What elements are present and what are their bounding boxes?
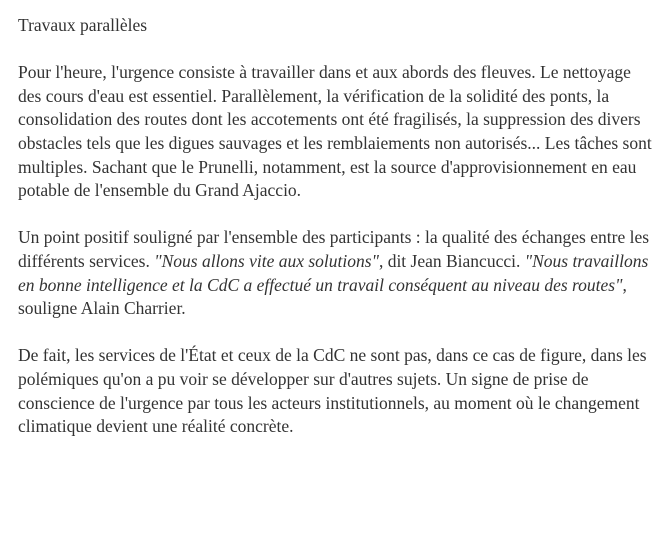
section-heading: Travaux parallèles	[18, 15, 148, 35]
paragraph-urgence: Pour l'heure, l'urgence consiste à travailler dans et aux abords des fleuves. Le nettoyage des cours d'eau est essentiel. Parallèlement, la vérification de la solidité des ponts, la consolidation des routes dont les accotements ont été fragilisés, la suppression des divers obstacles tels que les digues sauvages et les remblaiements non autorisés... Les tâches sont multiples. Sachant que le Prunelli, notamment, est la source d'approvisionnement en eau potable de l'ensemble du Grand Ajaccio.	[18, 62, 652, 201]
paragraph-text: , dit Jean Biancucci.	[378, 250, 525, 271]
paragraph-text: , souligne Alain Charrier.	[18, 274, 627, 319]
paragraph-de-fait: De fait, les services de l'État et ceux de la CdC ne sont pas, dans ce cas de figure, dans les polémiques qu'on a pu voir se développer sur d'autres sujets. Un signe de prise de conscience de l'urgence par tous les acteurs institutionnels, au moment où le changement climatique devient une réalité concrète.	[18, 345, 647, 437]
paragraph-point-positif	[18, 226, 658, 320]
quote-charrier: "Nous travaillons en bonne intelligence et la CdC a effectué un travail conséquent au niveau des routes"	[18, 250, 649, 295]
article-body	[18, 14, 658, 462]
quote-biancucci: "Nous allons vite aux solutions"	[154, 250, 379, 271]
paragraph-text: Un point positif souligné par l'ensemble des participants : la qualité des échanges entre les différents services.	[18, 227, 650, 271]
